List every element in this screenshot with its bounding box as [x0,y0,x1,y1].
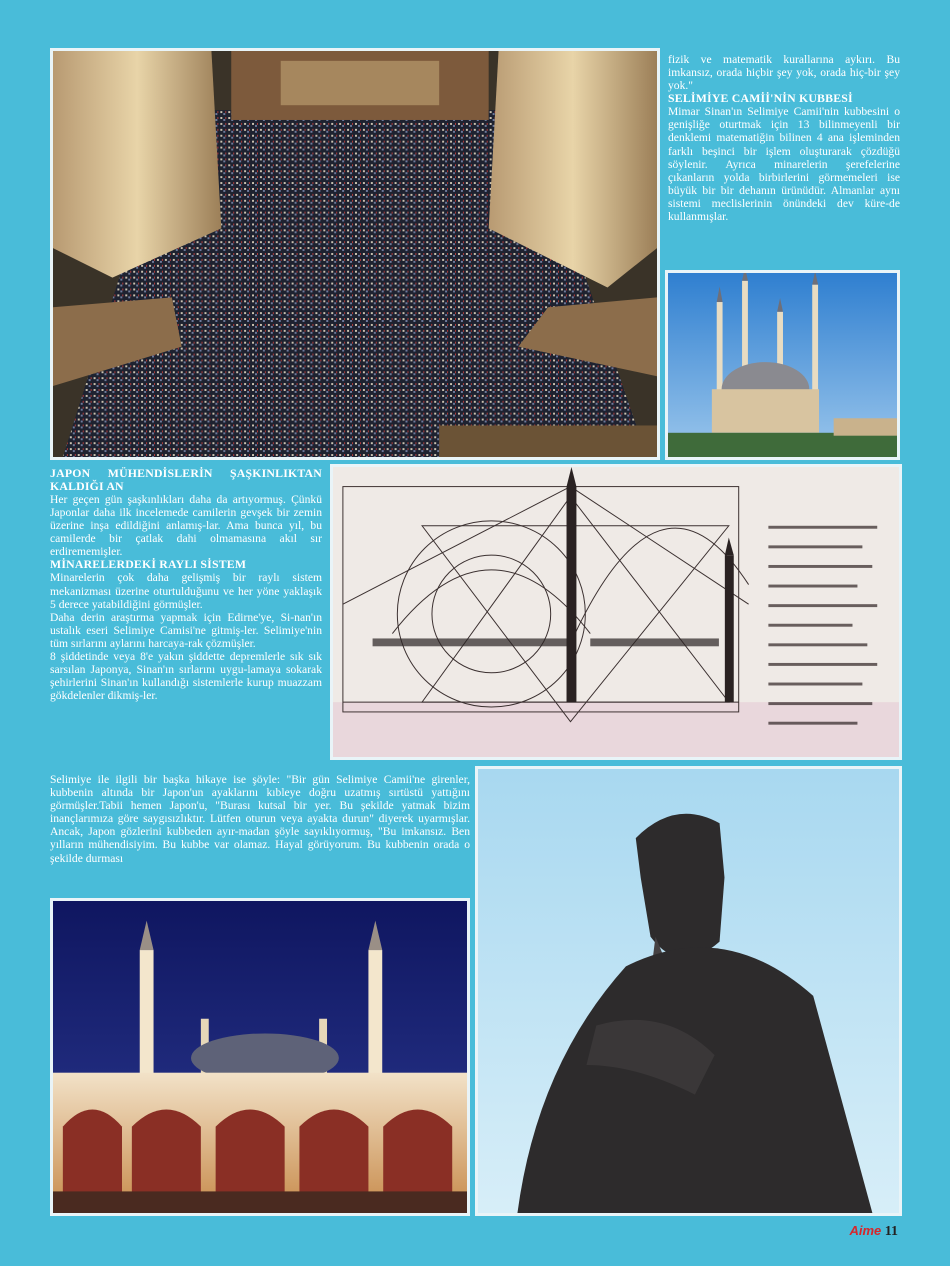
section-heading-japanese-engineers: JAPON MÜHENDİSLERİN ŞAŞKINLIKTAN KALDIĞI AN [50,466,322,493]
page-footer [849,1223,898,1240]
section-heading-dome: SELİMİYE CAMİİ'NİN KUBBESİ [668,91,853,106]
closing-quote-paragraph: fizik ve matematik kurallarına aykırı. Bu imkansız, orada hiçbir şey yok, orada hiç-bir şey yok." [668,53,900,93]
japanese-paragraph: Her geçen gün şaşkınlıkları daha da artıyormuş. Çünkü Japonlar daha ilk incelemede camilerin gevşek bir zemin üzerine inşa edildiğini anlamış-lar. Ama bunca yıl, bu camilerde bir çatlak dahi olmamasına akıl sır erdirememişler. [50,493,322,559]
minaret-paragraph-2: Daha derin araştırma yapmak için Edirne'ye, Si-nan'ın ustalık eseri Selimiye Camisi'ne gitmiş-ler. Selimiye'nin tüm sırlarını aylarını harcaya-rak çözmüşler. [50,610,322,650]
dome-paragraph: Mimar Sinan'ın Selimiye Camii'nin kubbesini o genişliğe oturtmak için 13 bilinmeyenli bir denklemi matematiğin bilinen 4 ana işleminden farklı beşinci bir işlem oluşturarak çözdüğü söylenir. Ayrıca minarelerin şerefelerine çıkanların yolda birbirlerini görmemeleri ise büyük bir bir dehanın ürünüdür. Almanlar aynı sistemi meclislerinin önündeki dev küre-de kullanmışlar. [668,105,900,224]
left-middle-text [50,467,322,702]
mosque-night-photo [50,898,470,1216]
sinan-statue-photo [475,766,902,1216]
story-paragraph: Selimiye ile ilgili bir başka hikaye ise şöyle: "Bir gün Selimiye Camii'ne girenler, kubbenin altında bir Japon'un ayaklarını kıbleye doğru uzatmış sırtüstü yattığını görmüşler.Tabii hemen Japon'u, "Burası kutsal bir yer. Bu şekilde yatmak bizim inançlarımıza göre saygısızlıktır. Lütfen oturun veya ayakta durun" diyerek uyarmışlar. Ancak, Japon gözlerini kubbeden ayır-madan şöyle sayıklıyormuş, "Bu imkansız. Ben yılların mühendisiyim. Bu kubbe var olamaz. Hayal görüyorum. Bu kubbenin orada o şekilde durması [50,773,470,865]
wide-story-text [50,773,470,865]
mosque-interior-photo [50,48,660,460]
right-top-text [668,53,900,223]
magazine-logo: Aime [849,1223,882,1238]
minaret-paragraph-1: Minarelerin çok daha gelişmiş bir raylı sistem mekanizması üzerine oturtulduğunu ve her yöne yaklaşık 5 derece yatabildiğini görmüşler. [50,571,322,611]
section-heading-minaret-rails: MİNARELERDEKİ RAYLI SİSTEM [50,557,247,572]
minaret-paragraph-3: 8 şiddetinde veya 8'e yakın şiddette depremlerle sık sık sarsılan Japonya, Sinan'ın sırlarını uygu-lamaya sokarak şehirlerini Sinan'ın kullandığı sistemlerle kurup muazzam gökdelenler dikmiş-ler. [50,650,322,703]
mosque-exterior-photo [665,270,900,460]
page-number: 11 [884,1224,898,1239]
architectural-drawing-photo [330,464,902,760]
